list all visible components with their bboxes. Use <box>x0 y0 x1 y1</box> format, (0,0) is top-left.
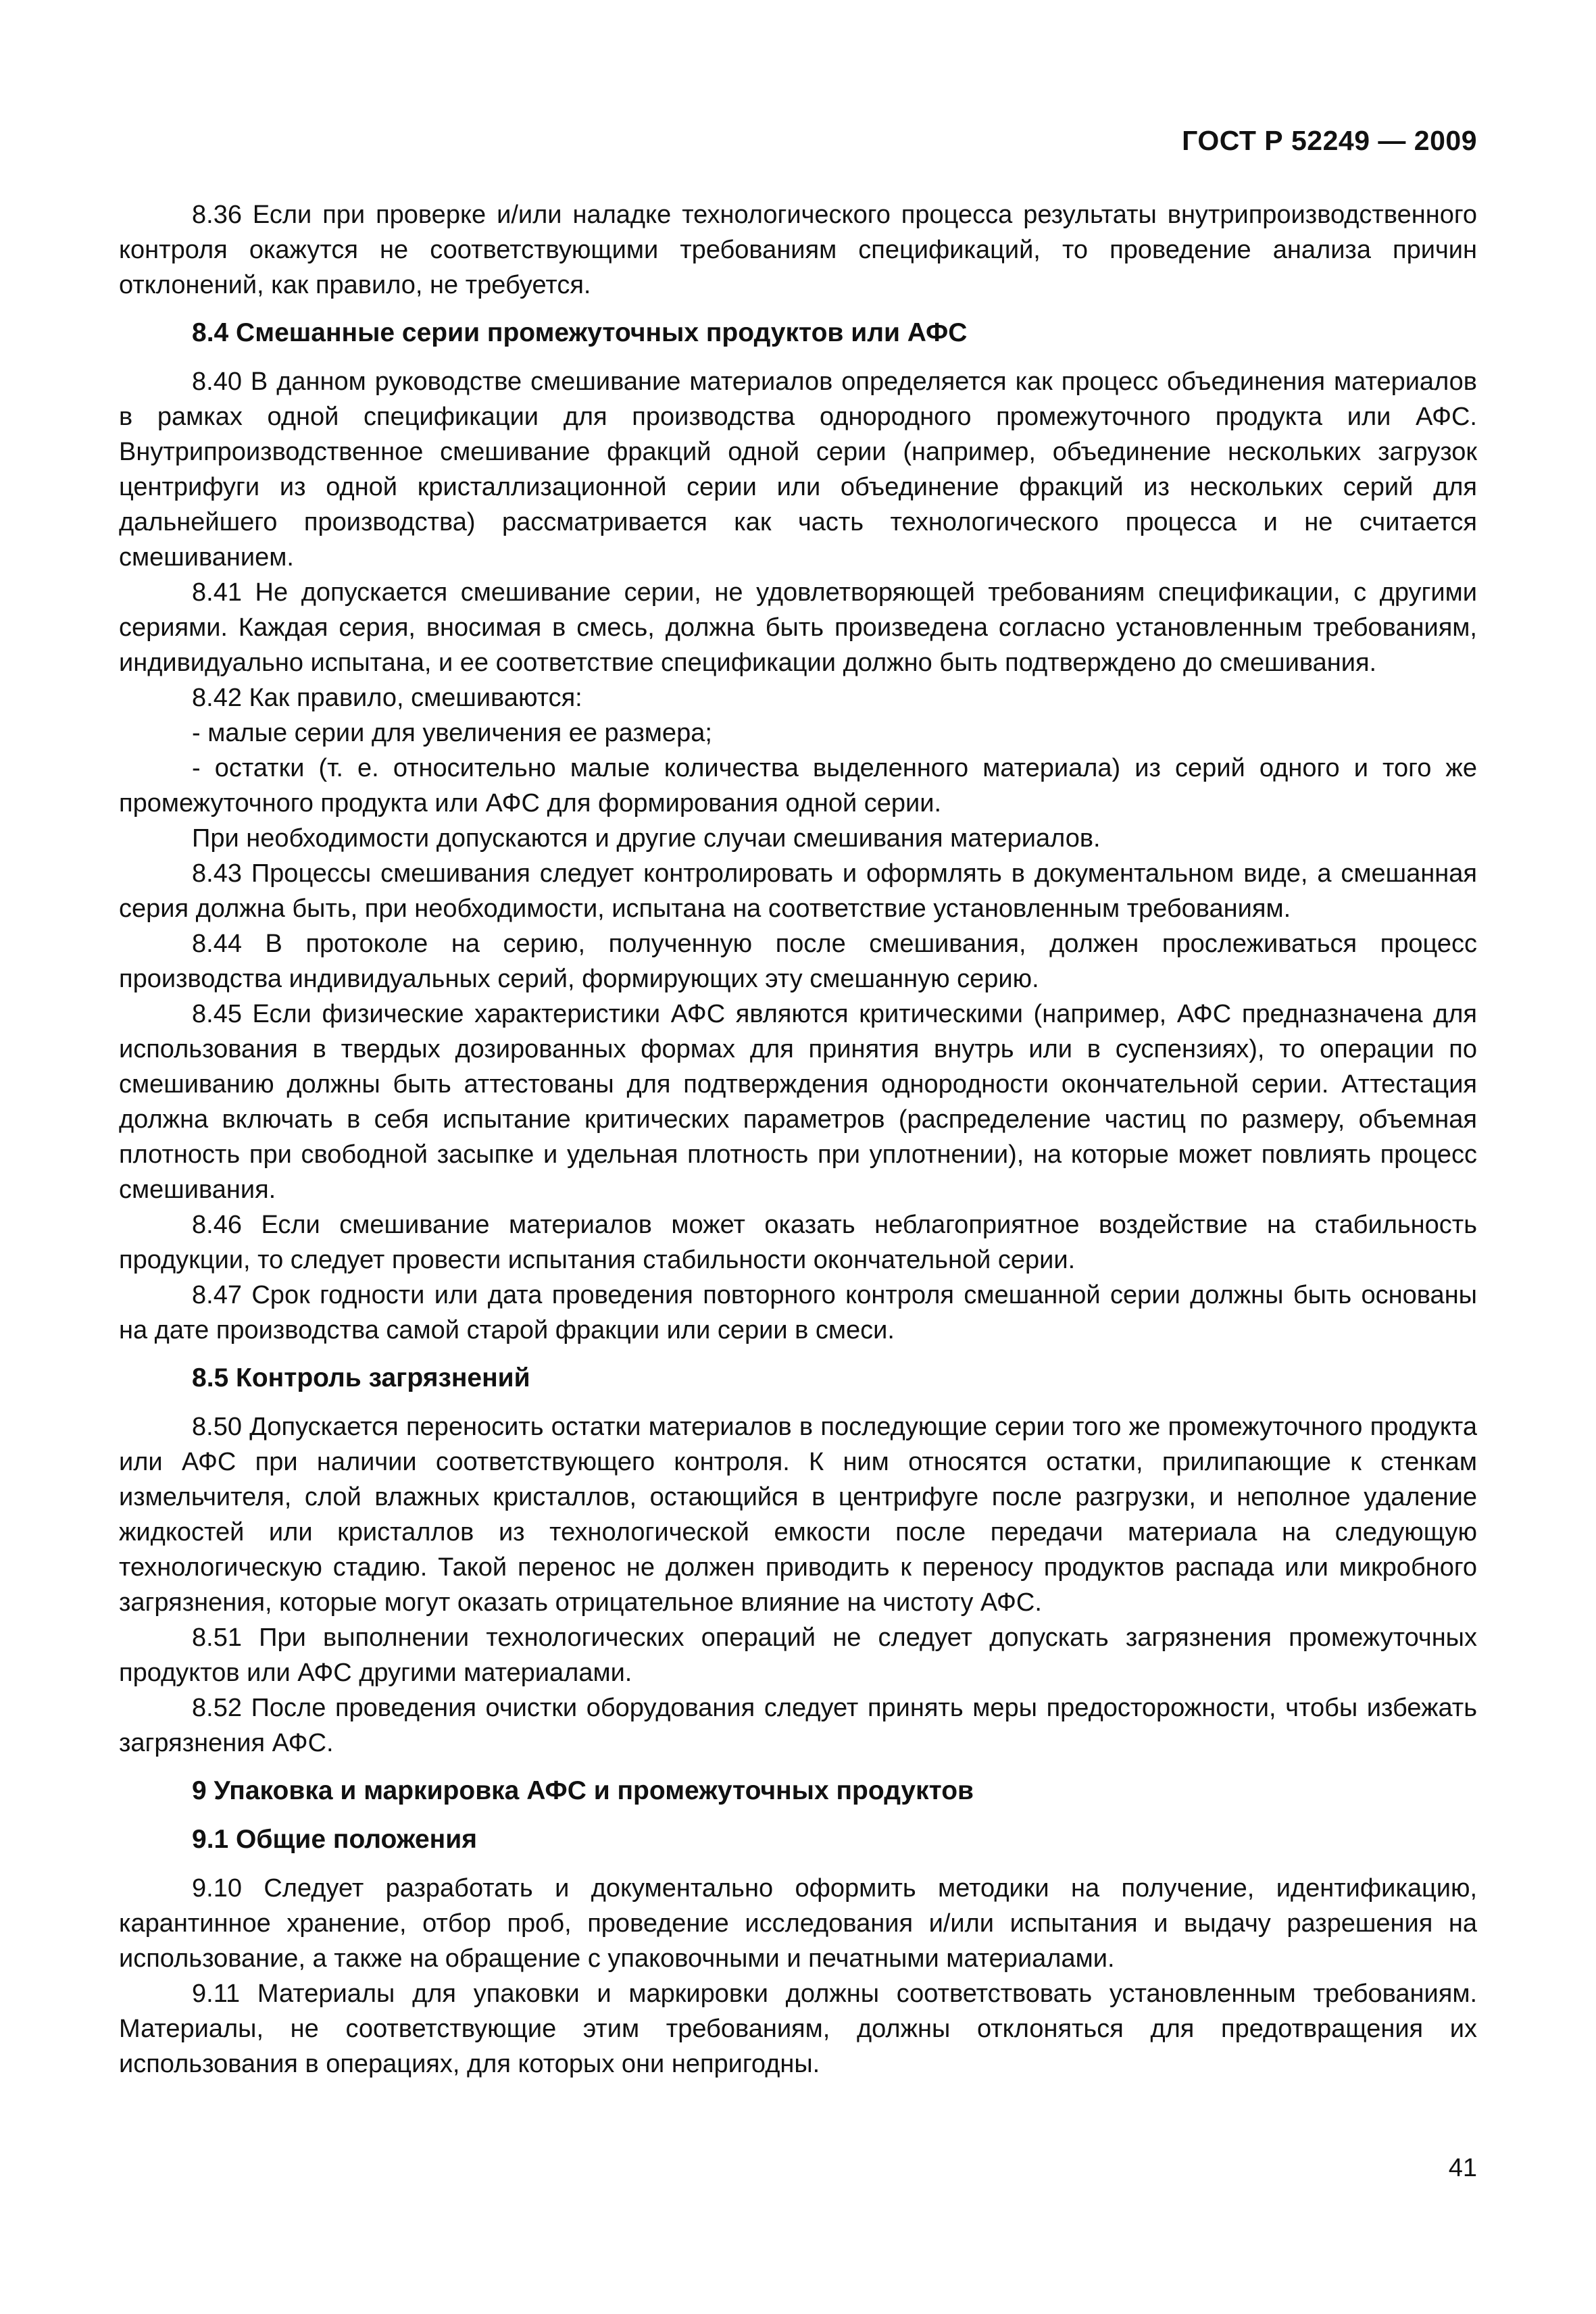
section-heading-8-5: 8.5 Контроль загрязнений <box>192 1363 530 1392</box>
clause-8-42-item-2: - остатки (т. е. относительно малые количества выделенного материала) из серий одного и того же промежуточного продукта или АФС для формирования одной серии. <box>119 754 1477 818</box>
clause-8-40: 8.40 В данном руководстве смешивание материалов определяется как процесс объединения материалов в рамках одной спецификации для производства однородного промежуточного продукта или АФС. Внутрипроизводственное смешивание фракций одной серии (например, объединение нескольких загрузок центрифуги из одной кристаллизационной серии или объединение фракций из нескольких серий для дальнейшего производства) рассматривается как часть технологического процесса и не считается смешиванием. <box>119 368 1477 572</box>
clause-8-43: 8.43 Процессы смешивания следует контролировать и оформлять в документальном виде, а смешанная серия должна быть, при необходимости, испытана на соответствие установленным требованиям. <box>119 859 1477 923</box>
document-body <box>119 197 1477 2082</box>
page-number: 41 <box>1448 2154 1477 2182</box>
clause-8-41: 8.41 Не допускается смешивание серии, не удовлетворяющей требованиям спецификации, с другими сериями. Каждая серия, вносимая в смесь, должна быть произведена согласно установленным требованиям, индивидуально испытана, и ее соответствие спецификации должно быть подтверждено до смешивания. <box>119 578 1477 677</box>
clause-9-11: 9.11 Материалы для упаковки и маркировки должны соответствовать установленным требованиям. Материалы, не соответствующие этим требованиям, должны отклоняться для предотвращения их использования в операциях, для которых они непригодны. <box>119 1980 1477 2078</box>
clause-8-42-note: При необходимости допускаются и другие случаи смешивания материалов. <box>192 824 1101 853</box>
clause-9-10: 9.10 Следует разработать и документально оформить методики на получение, идентификацию, карантинное хранение, отбор проб, проведение исследования и/или испытания и выдачу разрешения на использование, а также на обращение с упаковочными и печатными материалами. <box>119 1874 1477 1973</box>
clause-8-44: 8.44 В протоколе на серию, полученную после смешивания, должен прослеживаться процесс производства индивидуальных серий, формирующих эту смешанную серию. <box>119 930 1477 993</box>
clause-8-46: 8.46 Если смешивание материалов может оказать неблагоприятное воздействие на стабильность продукции, то следует провести испытания стабильности окончательной серии. <box>119 1211 1477 1274</box>
section-heading-9-1: 9.1 Общие положения <box>192 1825 477 1854</box>
clause-8-50: 8.50 Допускается переносить остатки материалов в последующие серии того же промежуточного продукта или АФС при наличии соответствующего контроля. К ним относятся остатки, прилипающие к стенкам измельчителя, слой влажных кристаллов, остающийся в центрифуге после разгрузки, и неполное удаление жидкостей или кристаллов из технологической емкости после передачи материала на следующую технологическую стадию. Такой перенос не должен приводить к переносу продуктов распада или микробного загрязнения, которые могут оказать отрицательное влияние на чистоту АФС. <box>119 1413 1477 1617</box>
clause-8-42-item-1: - малые серии для увеличения ее размера; <box>192 719 712 747</box>
section-heading-8-4: 8.4 Смешанные серии промежуточных продуктов или АФС <box>192 318 968 347</box>
clause-8-51: 8.51 При выполнении технологических операций не следует допускать загрязнения промежуточных продуктов или АФС другими материалами. <box>119 1624 1477 1687</box>
clause-8-52: 8.52 После проведения очистки оборудования следует принять меры предосторожности, чтобы избежать загрязнения АФС. <box>119 1694 1477 1757</box>
section-heading-9: 9 Упаковка и маркировка АФС и промежуточных продуктов <box>192 1776 974 1805</box>
clause-8-47: 8.47 Срок годности или дата проведения повторного контроля смешанной серии должны быть основаны на дате производства самой старой фракции или серии в смеси. <box>119 1281 1477 1344</box>
document-header-code: ГОСТ Р 52249 — 2009 <box>1182 125 1477 156</box>
clause-8-45: 8.45 Если физические характеристики АФС являются критическими (например, АФС предназначена для использования в твердых дозированных формах для принятия внутрь или в суспензиях), то операции по смешиванию должны быть аттестованы для подтверждения однородности окончательной серии. Аттестация должна включать в себя испытание критических параметров (распределение частиц по размеру, объемная плотность при свободной засыпке и удельная плотность при уплотнении), на которые может повлиять процесс смешивания. <box>119 1000 1477 1204</box>
clause-8-42: 8.42 Как правило, смешиваются: <box>192 684 582 712</box>
clause-8-36: 8.36 Если при проверке и/или наладке технологического процесса результаты внутрипроизводственного контроля окажутся не соответствующими требованиям спецификаций, то проведение анализа причин отклонений, как правило, не требуется. <box>119 201 1477 299</box>
